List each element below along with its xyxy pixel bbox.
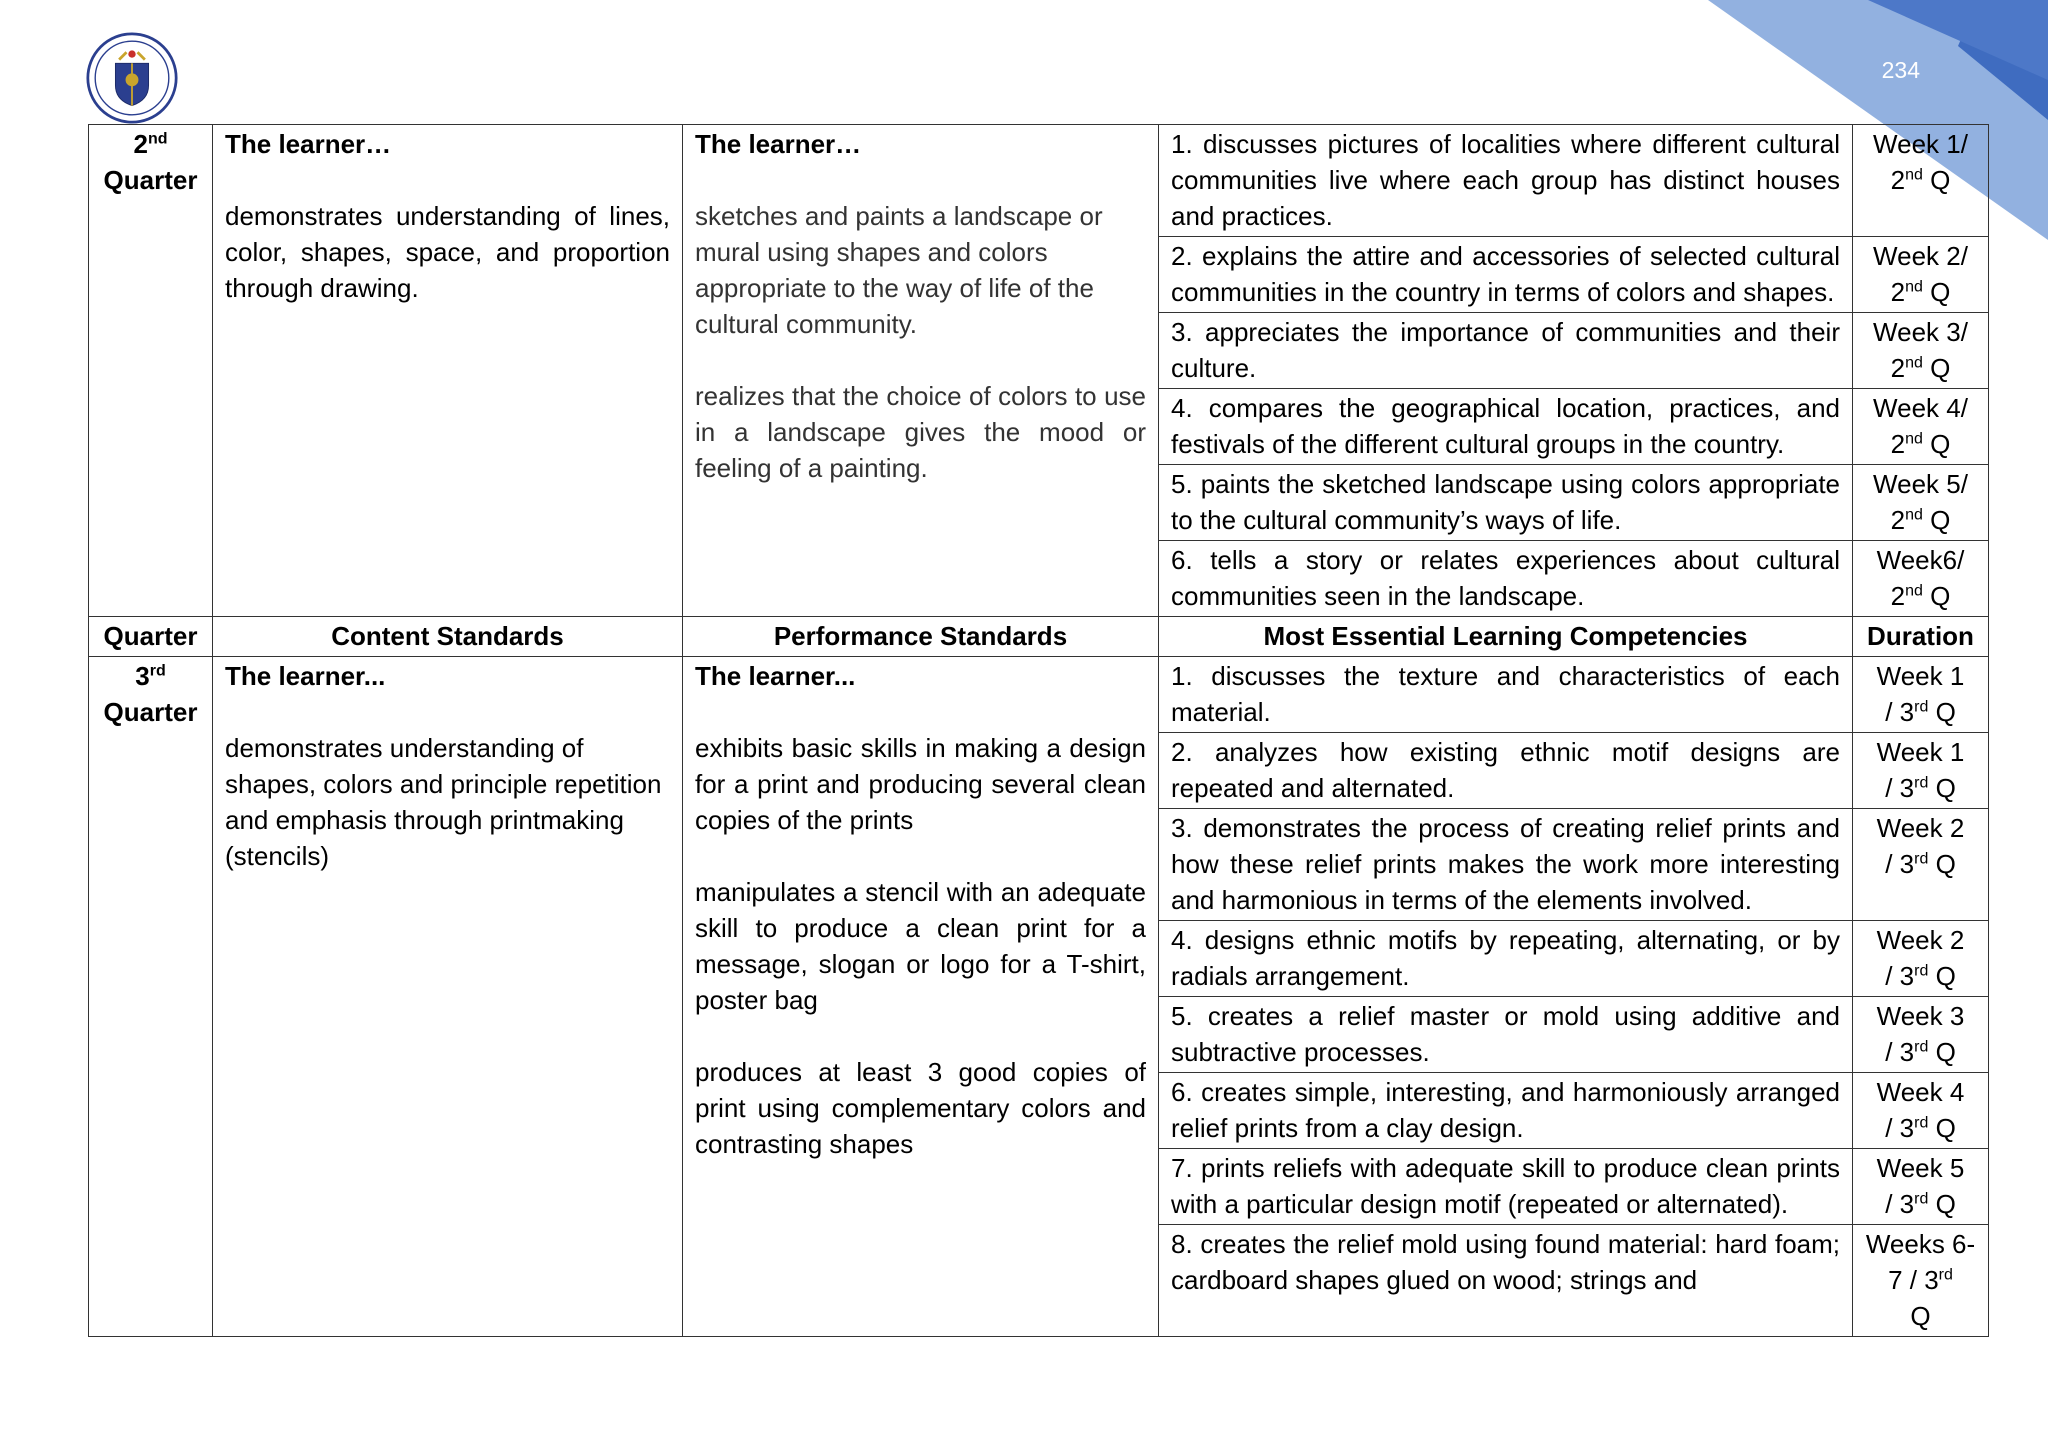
duration-cell: Week 4/ 2nd Q bbox=[1853, 389, 1989, 465]
curriculum-table bbox=[88, 124, 1989, 1337]
duration-cell: Week 4 / 3rd Q bbox=[1853, 1073, 1989, 1149]
table-row bbox=[89, 657, 1989, 733]
duration-cell: Weeks 6-7 / 3rd Q bbox=[1853, 1225, 1989, 1337]
competency-cell: 3. demonstrates the process of creating relief prints and how these relief prints makes the work more interesting and harmonious in terms of the elements involved. bbox=[1159, 809, 1853, 921]
duration-cell: Week 2 / 3rd Q bbox=[1853, 921, 1989, 997]
table-header-row bbox=[89, 617, 1989, 657]
content-standard-text: demonstrates understanding of shapes, colors and principle repetition and emphasis through printmaking (stencils) bbox=[225, 733, 662, 871]
performance-standard-text: manipulates a stencil with an adequate skill to produce a clean print for a message, slogan or logo for a T-shirt, poster bag bbox=[695, 877, 1146, 1015]
content-lead: The learner... bbox=[225, 661, 386, 691]
quarter-cell: 3rd Quarter bbox=[89, 657, 213, 1337]
performance-standard-text: exhibits basic skills in making a design for a print and producing several clean copies of the prints bbox=[695, 733, 1146, 835]
duration-cell: Week 2/ 2nd Q bbox=[1853, 237, 1989, 313]
competency-cell: 5. creates a relief master or mold using additive and subtractive processes. bbox=[1159, 997, 1853, 1073]
competency-cell: 2. explains the attire and accessories of selected cultural communities in the country in terms of colors and shapes. bbox=[1159, 237, 1853, 313]
header-competencies: Most Essential Learning Competencies bbox=[1159, 617, 1853, 657]
performance-standard-text: realizes that the choice of colors to use in a landscape gives the mood or feeling of a painting. bbox=[695, 381, 1146, 483]
duration-cell: Week 1 / 3rd Q bbox=[1853, 733, 1989, 809]
table-row bbox=[89, 125, 1989, 237]
header-performance-standards: Performance Standards bbox=[683, 617, 1159, 657]
performance-lead: The learner… bbox=[695, 129, 862, 159]
header-content-standards: Content Standards bbox=[213, 617, 683, 657]
page-number: 234 bbox=[1881, 57, 1920, 83]
performance-standard-text: sketches and paints a landscape or mural using shapes and colors appropriate to the way of life of the cultural community. bbox=[695, 201, 1103, 339]
deped-seal-logo bbox=[86, 32, 178, 124]
duration-cell: Week 1 / 3rd Q bbox=[1853, 657, 1989, 733]
duration-cell: Week 3/ 2nd Q bbox=[1853, 313, 1989, 389]
competency-cell: 6. creates simple, interesting, and harmoniously arranged relief prints from a clay design. bbox=[1159, 1073, 1853, 1149]
duration-cell: Week 1/ 2nd Q bbox=[1853, 125, 1989, 237]
duration-cell: Week6/ 2nd Q bbox=[1853, 541, 1989, 617]
duration-cell: Week 5/ 2nd Q bbox=[1853, 465, 1989, 541]
header-duration: Duration bbox=[1853, 617, 1989, 657]
performance-lead: The learner... bbox=[695, 661, 856, 691]
performance-standard-cell bbox=[683, 657, 1159, 1337]
duration-cell: Week 5 / 3rd Q bbox=[1853, 1149, 1989, 1225]
content-standard-text: demonstrates understanding of lines, color, shapes, space, and proportion through drawing. bbox=[225, 201, 670, 303]
header-quarter: Quarter bbox=[89, 617, 213, 657]
competency-cell: 1. discusses pictures of localities where different cultural communities live where each group has distinct houses and practices. bbox=[1159, 125, 1853, 237]
content-standard-cell bbox=[213, 657, 683, 1337]
competency-cell: 4. designs ethnic motifs by repeating, alternating, or by radials arrangement. bbox=[1159, 921, 1853, 997]
content-lead: The learner… bbox=[225, 129, 392, 159]
competency-cell: 8. creates the relief mold using found material: hard foam; cardboard shapes glued on wood; strings and bbox=[1159, 1225, 1853, 1337]
competency-cell: 6. tells a story or relates experiences about cultural communities seen in the landscape. bbox=[1159, 541, 1853, 617]
competency-cell: 1. discusses the texture and characteristics of each material. bbox=[1159, 657, 1853, 733]
performance-standard-cell bbox=[683, 125, 1159, 617]
duration-cell: Week 3 / 3rd Q bbox=[1853, 997, 1989, 1073]
competency-cell: 5. paints the sketched landscape using colors appropriate to the cultural community’s ways of life. bbox=[1159, 465, 1853, 541]
competency-cell: 3. appreciates the importance of communities and their culture. bbox=[1159, 313, 1853, 389]
content-standard-cell bbox=[213, 125, 683, 617]
performance-standard-text: produces at least 3 good copies of print using complementary colors and contrasting shapes bbox=[695, 1057, 1146, 1159]
competency-cell: 2. analyzes how existing ethnic motif designs are repeated and alternated. bbox=[1159, 733, 1853, 809]
competency-cell: 7. prints reliefs with adequate skill to produce clean prints with a particular design motif (repeated or alternated). bbox=[1159, 1149, 1853, 1225]
duration-cell: Week 2 / 3rd Q bbox=[1853, 809, 1989, 921]
quarter-cell: 2nd Quarter bbox=[89, 125, 213, 617]
competency-cell: 4. compares the geographical location, practices, and festivals of the different cultural groups in the country. bbox=[1159, 389, 1853, 465]
